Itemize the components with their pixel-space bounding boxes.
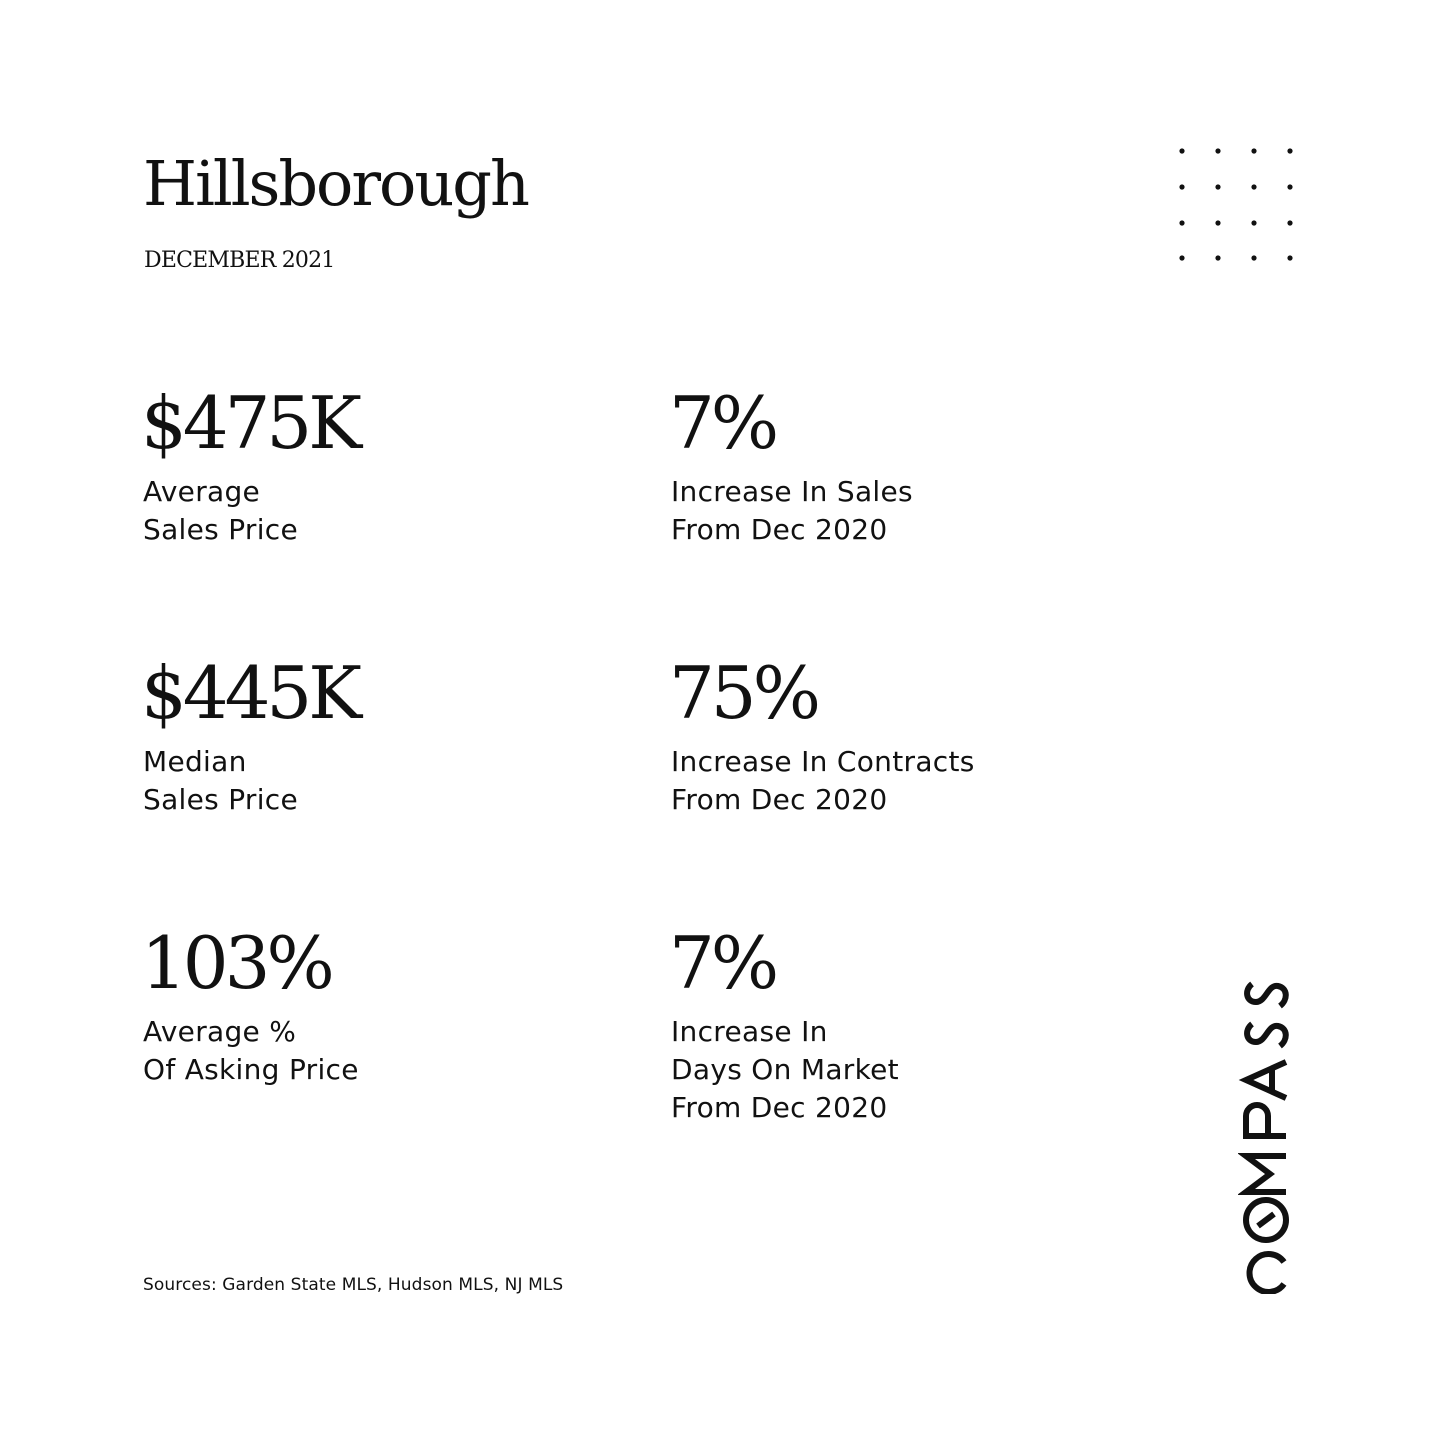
report-period: DECEMBER 2021 xyxy=(144,248,335,273)
stat-increase-in-contracts xyxy=(669,651,975,819)
stat-label-line: Of Asking Price xyxy=(143,1053,359,1086)
stat-label-line: Sales Price xyxy=(143,513,299,546)
stat-label xyxy=(143,743,358,819)
stat-label-line: Average % xyxy=(143,1015,297,1048)
stat-label-line: Average xyxy=(143,475,261,508)
stat-value: 7% xyxy=(669,921,776,1005)
stat-label-line: Increase In Contracts xyxy=(671,745,975,778)
stat-label xyxy=(671,473,913,549)
stat-label-line: From Dec 2020 xyxy=(671,1091,888,1124)
stat-percent-of-asking xyxy=(141,921,359,1089)
stat-label xyxy=(671,1013,899,1127)
stat-value: 7% xyxy=(669,381,776,465)
stat-value: $475K xyxy=(141,381,359,465)
stat-label-line: From Dec 2020 xyxy=(671,513,888,546)
stat-label-line: Increase In xyxy=(671,1015,828,1048)
stat-label-line: Sales Price xyxy=(143,783,299,816)
stat-value: 103% xyxy=(141,921,331,1005)
stat-days-on-market xyxy=(669,921,899,1127)
page-title: Hillsborough xyxy=(143,147,528,220)
stat-increase-in-sales xyxy=(669,381,913,549)
stat-label xyxy=(143,1013,359,1089)
stat-label-line: From Dec 2020 xyxy=(671,783,888,816)
sources-note: Sources: Garden State MLS, Hudson MLS, NJ MLS xyxy=(143,1275,564,1295)
stat-label-line: Increase In Sales xyxy=(671,475,913,508)
compass-logo xyxy=(1238,956,1294,1294)
dot-grid-decoration xyxy=(1172,140,1300,268)
stat-value: $445K xyxy=(141,651,359,735)
stat-label xyxy=(671,743,975,819)
stat-average-sales-price xyxy=(141,381,359,549)
stat-label-line: Median xyxy=(143,745,247,778)
stat-median-sales-price xyxy=(141,651,359,819)
stat-value: 75% xyxy=(669,651,818,735)
stat-label-line: Days On Market xyxy=(671,1053,899,1086)
stat-label xyxy=(143,473,358,549)
